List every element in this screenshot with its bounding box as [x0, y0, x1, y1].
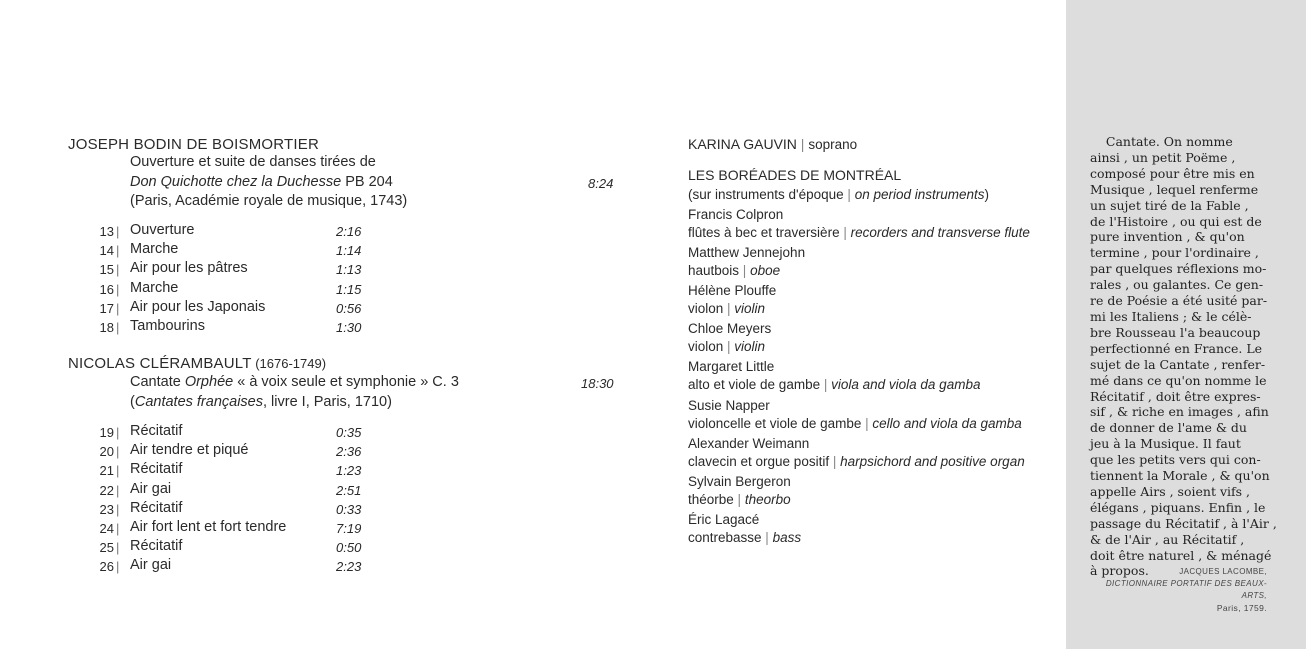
track-row — [0, 299, 600, 318]
track-separator: | — [116, 501, 120, 517]
quote-line: bre Rousseau l'a beaucoup — [1090, 324, 1261, 340]
instrument-en: recorders and transverse flute — [850, 225, 1030, 240]
musician-name: Chloe Meyers — [688, 321, 772, 337]
instrument-fr: alto et viole de gambe — [688, 377, 821, 393]
cantata-suffix: « à voix seule et symphonie » C. 3 — [233, 374, 459, 390]
quote-line: de l'Histoire , ou qui est de — [1090, 213, 1262, 229]
track-separator: | — [116, 559, 120, 575]
track-separator: | — [116, 224, 120, 239]
track-duration: 2:23 — [336, 559, 362, 575]
track-duration: 1:30 — [336, 320, 362, 335]
composer-boismortier: JOSEPH BODIN DE BOISMORTIER — [68, 136, 319, 153]
track-separator: | — [116, 320, 120, 335]
cantata-title — [130, 374, 459, 390]
work-catalog: PB 204 — [341, 174, 393, 190]
track-duration: 2:16 — [336, 224, 362, 239]
track-row — [0, 557, 600, 576]
cantata-prefix: Cantate — [130, 374, 185, 390]
track-number: 20 — [99, 444, 114, 460]
quote-line: doit être naturel , & ménagé — [1090, 547, 1272, 563]
track-title: Air pour les pâtres — [130, 260, 248, 277]
track-duration: 2:51 — [336, 482, 362, 498]
instrument-en: bass — [772, 529, 802, 545]
musician-instrument — [688, 416, 1022, 431]
track-row — [0, 423, 600, 442]
track-row — [0, 280, 600, 299]
track-separator: | — [116, 444, 120, 460]
track-duration: 0:56 — [336, 300, 362, 316]
cantata-title-italic: Orphée — [184, 374, 234, 390]
quote-line: Musique , lequel renferme — [1090, 181, 1259, 197]
track-separator: | — [116, 281, 120, 297]
separator: | — [723, 301, 735, 317]
track-separator: | — [116, 540, 120, 556]
quote-line: & de l'Air , au Récitatif , — [1090, 531, 1245, 547]
track-title: Récitatif — [130, 423, 183, 439]
musician-name: Sylvain Bergeron — [688, 473, 791, 489]
separator: | — [829, 453, 841, 469]
track-duration: 7:19 — [336, 521, 362, 536]
instrument-fr: violoncelle et viole de gambe — [688, 415, 862, 431]
composer-clerambault-heading — [68, 355, 326, 373]
track-number: 26 — [99, 559, 114, 575]
separator: | — [796, 136, 809, 152]
credit-author: JACQUES LACOMBE, — [1179, 567, 1267, 576]
musician-name: Matthew Jennejohn — [688, 245, 806, 261]
track-row — [0, 481, 600, 500]
musician-instrument — [688, 263, 780, 278]
musician-instrument — [688, 339, 765, 354]
track-duration: 1:15 — [336, 281, 362, 297]
work-duration: 8:24 — [588, 176, 614, 191]
musician-instrument — [688, 530, 801, 545]
track-title: Air pour les Japonais — [130, 298, 266, 315]
musician-name: Hélène Plouffe — [688, 283, 777, 299]
credit-place: Paris, 1759. — [1216, 603, 1267, 613]
quote-line: Cantate. On nomme — [1090, 134, 1233, 149]
separator: | — [723, 339, 735, 355]
instrument-fr: clavecin et orgue positif — [688, 453, 830, 469]
track-separator: | — [116, 425, 120, 440]
separator: | — [739, 263, 751, 279]
track-title: Air tendre et piqué — [130, 442, 249, 459]
quote-line: Récitatif , doit être expres- — [1090, 388, 1261, 404]
cantata-duration: 18:30 — [581, 376, 614, 391]
track-duration: 2:36 — [336, 444, 362, 460]
separator: | — [843, 187, 855, 202]
musician-name: Susie Napper — [688, 397, 770, 413]
cantata-origin — [130, 394, 392, 410]
track-row — [0, 500, 600, 519]
track-separator: | — [116, 463, 120, 479]
track-title: Marche — [130, 241, 179, 258]
track-duration: 1:14 — [336, 243, 362, 259]
soloist-name: KARINA GAUVIN — [688, 136, 797, 152]
separator: | — [761, 529, 773, 545]
quote-line: ainsi , un petit Poëme , — [1090, 149, 1236, 165]
track-number: 16 — [99, 281, 114, 297]
instrument-fr: flûtes à bec et traversière — [688, 225, 840, 240]
track-row — [0, 519, 600, 538]
quote-credit — [1082, 566, 1267, 614]
quote-line: termine , pour l'ordinaire , — [1090, 245, 1259, 261]
track-number: 19 — [99, 425, 114, 440]
work-title-line2 — [130, 174, 393, 190]
musician-name: Éric Lagacé — [688, 511, 760, 527]
quote-line: élégans , piquans. Enfin , le — [1090, 499, 1266, 515]
soloist-line — [688, 136, 857, 152]
instrument-fr: contrebasse — [688, 529, 762, 545]
track-duration: 0:50 — [336, 540, 362, 556]
track-row — [0, 318, 600, 337]
origin-open: ( — [130, 394, 135, 410]
track-separator: | — [116, 521, 120, 536]
track-title: Air fort lent et fort tendre — [130, 519, 287, 535]
instrument-en: violin — [734, 301, 766, 317]
instrument-en: violin — [734, 339, 766, 355]
instrument-fr: hautbois — [688, 263, 740, 279]
musician-instrument — [688, 301, 765, 316]
quote-line: un sujet tiré de la Fable , — [1090, 197, 1249, 213]
separator: | — [839, 225, 851, 240]
quote-line: de donner de l'ame & du — [1090, 420, 1247, 436]
musician-name: Alexander Weimann — [688, 435, 810, 451]
quote-line: par quelques réflexions mo- — [1090, 261, 1267, 277]
composer-dates: (1676-1749) — [251, 356, 327, 371]
instrument-en: cello and viola da gamba — [872, 415, 1022, 431]
quote-line: re de Poésie a été usité par- — [1090, 293, 1268, 309]
musician-instrument — [688, 225, 1030, 240]
quote-line: perfectionné en France. Le — [1090, 340, 1263, 356]
track-title: Récitatif — [130, 461, 183, 478]
musician-name: Francis Colpron — [688, 207, 784, 222]
origin-italic: Cantates françaises — [134, 394, 263, 410]
track-row — [0, 222, 600, 241]
track-title: Récitatif — [130, 538, 183, 555]
track-number: 21 — [99, 463, 114, 479]
ensemble-note — [688, 187, 989, 202]
track-duration: 1:23 — [336, 463, 362, 479]
track-row — [0, 241, 600, 260]
track-title: Air gai — [130, 557, 172, 574]
instrument-en: viola and viola da gamba — [831, 377, 981, 393]
track-separator: | — [116, 243, 120, 259]
track-number: 15 — [99, 262, 114, 278]
quote-sidebar — [1066, 0, 1306, 649]
track-duration: 1:13 — [336, 262, 362, 278]
ensemble-note-fr: (sur instruments d'époque — [688, 187, 844, 202]
historical-quote — [1090, 134, 1277, 579]
quote-line: composé pour être mis en — [1090, 165, 1255, 181]
track-row — [0, 538, 600, 557]
instrument-en: harpsichord and positive organ — [840, 453, 1025, 469]
track-row — [0, 461, 600, 480]
origin-rest: , livre I, Paris, 1710) — [263, 394, 392, 410]
composer-clerambault: NICOLAS CLÉRAMBAULT — [68, 355, 252, 372]
separator: | — [820, 377, 832, 393]
instrument-fr: violon — [688, 301, 724, 317]
ensemble-name: LES BORÉADES DE MONTRÉAL — [688, 167, 902, 183]
musician-instrument — [688, 377, 980, 392]
quote-line: jeu à la Musique. Il faut — [1090, 436, 1241, 452]
track-title: Récitatif — [130, 499, 183, 516]
track-number: 23 — [99, 501, 114, 517]
track-number: 17 — [99, 300, 114, 316]
instrument-fr: théorbe — [688, 491, 734, 507]
track-number: 25 — [99, 540, 114, 556]
instrument-en: theorbo — [744, 491, 791, 507]
track-row — [0, 260, 600, 279]
quote-line: pure invention , & qu'on — [1090, 229, 1245, 245]
track-number: 14 — [99, 243, 114, 259]
track-duration: 0:35 — [336, 425, 362, 440]
quote-line: rales , ou galantes. Ce gen- — [1090, 277, 1264, 293]
work-title-italic: Don Quichotte chez la Duchesse — [130, 174, 342, 190]
track-number: 13 — [99, 224, 114, 239]
quote-line: tiennent la Morale , & qu'on — [1090, 468, 1270, 484]
quote-line: à propos. — [1090, 563, 1149, 579]
track-title: Tambourins — [130, 318, 205, 334]
track-number: 22 — [99, 482, 114, 498]
soloist-role: soprano — [808, 137, 858, 152]
track-title: Ouverture — [130, 222, 195, 238]
track-title: Air gai — [130, 480, 172, 497]
ensemble-note-en: on period instruments — [854, 187, 985, 202]
track-separator: | — [116, 300, 120, 316]
quote-line: mé dans ce qu'on nomme le — [1090, 372, 1267, 388]
instrument-fr: violon — [688, 339, 724, 355]
track-separator: | — [116, 482, 120, 498]
separator: | — [861, 415, 873, 431]
track-separator: | — [116, 262, 120, 278]
track-number: 24 — [99, 521, 114, 536]
quote-line: sif , & riche en images , afin — [1090, 404, 1269, 420]
separator: | — [733, 491, 745, 507]
quote-line: que les petits vers qui con- — [1090, 452, 1261, 468]
instrument-en: oboe — [750, 263, 781, 279]
quote-line: sujet de la Cantate , renfer- — [1090, 356, 1266, 372]
track-number: 18 — [99, 320, 114, 335]
musician-instrument — [688, 492, 791, 507]
work-origin: (Paris, Académie royale de musique, 1743) — [130, 193, 408, 209]
musician-name: Margaret Little — [688, 359, 775, 375]
track-title: Marche — [130, 279, 179, 296]
credit-book: DICTIONNAIRE PORTATIF DES BEAUX-ARTS, — [1105, 579, 1267, 600]
ensemble-note-close: ) — [984, 187, 990, 202]
quote-line: mi les Italiens ; & le célè- — [1090, 308, 1252, 324]
track-duration: 0:33 — [336, 501, 362, 517]
work-title-line1: Ouverture et suite de danses tirées de — [130, 154, 376, 170]
musician-instrument — [688, 454, 1025, 469]
quote-line: appelle Airs , soient vifs , — [1090, 483, 1250, 499]
quote-line: passage du Récitatif , à l'Air , — [1090, 515, 1277, 531]
track-row — [0, 442, 600, 461]
